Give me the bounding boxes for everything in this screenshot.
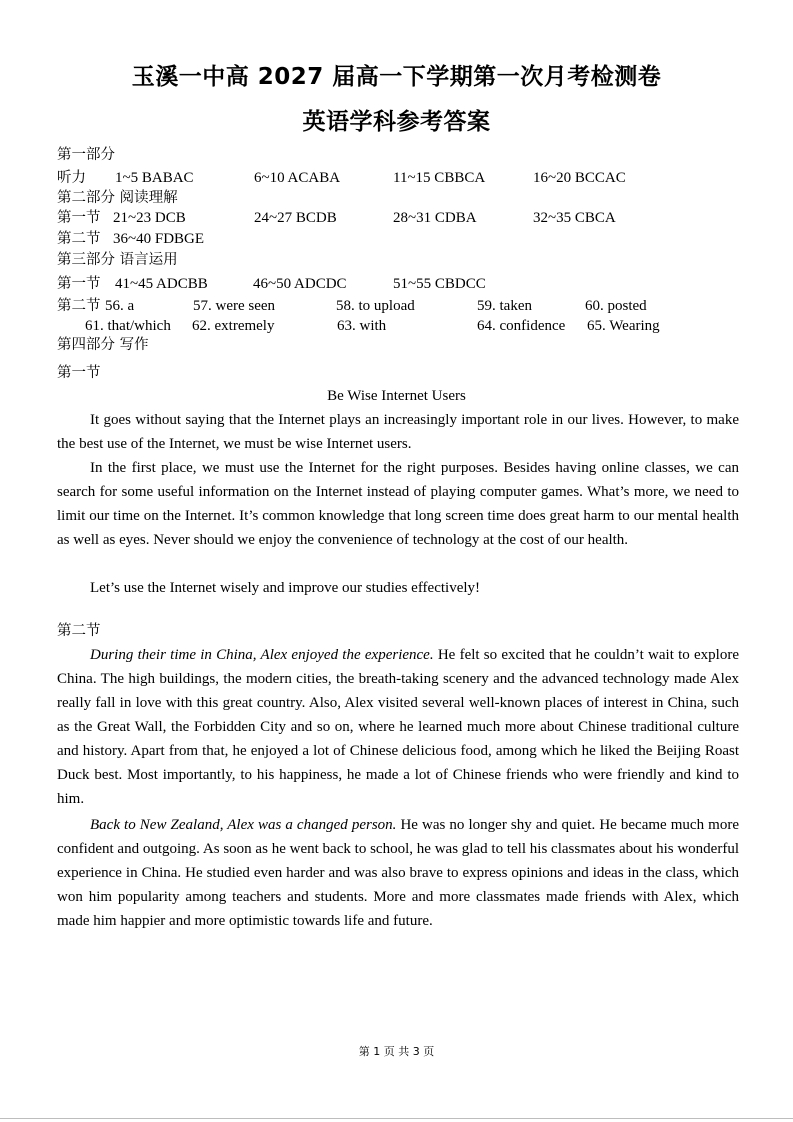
listening-answer-4: 16~20 BCCAC [533, 170, 626, 186]
story-paragraph-2 [57, 813, 739, 933]
reading-s1-answer-2: 24~27 BCDB [254, 210, 337, 226]
lang-s2-answer-58: 58. to upload [336, 298, 415, 314]
lang-s2-answer-61: 61. that/which [85, 318, 171, 334]
lang-s1-answer-3: 51~55 CBDCC [393, 276, 486, 292]
document-title: 玉溪一中高 2027 届高一下学期第一次月考检测卷 [131, 64, 662, 90]
page-number: 第 1 页 共 3 页 [358, 1045, 435, 1058]
lang-s2-answer-62: 62. extremely [192, 318, 275, 334]
story-paragraph-1-lead: During their time in China, Alex enjoyed the experience. [90, 647, 434, 663]
part3-heading: 第三部分 语言运用 [57, 252, 178, 268]
lang-s2-answer-57: 57. were seen [193, 298, 276, 314]
reading-s2-label: 第二节 [57, 231, 101, 247]
essay-paragraph-3: Let’s use the Internet wisely and improve our studies effectively! [90, 580, 481, 596]
story-paragraph-2-body: He was no longer shy and quiet. He became much more confident and outgoing. As soon as he went back to school, he was glad to tell his classmates about his wonderful experience in China. He studied even harder and was also brave to express opinions and ideas in the class, which won him popularity among teachers and students. More and more classmates made friends with Alex, which made him happier and more optimistic towards life and future. [57, 817, 739, 929]
listening-answer-3: 11~15 CBBCA [393, 170, 486, 186]
story-paragraph-1-body: He felt so excited that he couldn’t wait to explore China. The high buildings, the modern cities, the breath-taking scenery and the advanced technology made Alex really fall in love with this great country. Also, Alex visited several well-known places of interest in China, such as the Great Wall, the Forbidden City and so on, where he learned much more about Chinese traditional culture and history. Apart from that, he enjoyed a lot of Chinese delicious food, among which he liked the Beijing Roast Duck best. Most importantly, to his happiness, he made a lot of Chinese friends who were friendly and kind to him. [57, 647, 740, 807]
lang-s2-answer-64: 64. confidence [477, 318, 566, 334]
essay-title: Be Wise Internet Users [327, 388, 466, 404]
lang-s1-answer-2: 46~50 ADCDC [253, 276, 347, 292]
lang-s1-label: 第一节 [57, 276, 101, 292]
essay-paragraph-2: In the first place, we must use the Internet for the right purposes. Besides having online classes, we can search for some useful information on the Internet instead of playing computer games. What’s more, we need to limit our time on the Internet. It’s common knowledge that long screen time does great harm to our mental health as well as eyes. Never should we enjoy the convenience of technology at the cost of our health. [57, 460, 739, 548]
part1-heading: 第一部分 [57, 147, 115, 163]
lang-s2-answer-63: 63. with [337, 318, 387, 334]
listening-answer-1: 1~5 BABAC [115, 170, 194, 186]
listening-answer-2: 6~10 ACABA [254, 170, 341, 186]
writing-s1-label: 第一节 [57, 365, 101, 381]
reading-s1-answer-3: 28~31 CDBA [393, 210, 477, 226]
reading-s1-answer-1: 21~23 DCB [113, 210, 186, 226]
lang-s2-answer-65: 65. Wearing [587, 318, 660, 334]
story-paragraph-1 [57, 643, 739, 811]
story-paragraph-2-lead: Back to New Zealand, Alex was a changed person. [90, 817, 397, 833]
essay-paragraph-1: It goes without saying that the Internet plays an increasingly important role in our lives. However, to make the best use of the Internet, we must be wise Internet users. [57, 412, 739, 452]
lang-s2-answer-56: 56. a [105, 298, 135, 314]
lang-s1-answer-1: 41~45 ADCBB [115, 276, 208, 292]
reading-s1-label: 第一节 [57, 210, 101, 226]
listening-label: 听力 [57, 170, 86, 186]
lang-s2-answer-59: 59. taken [477, 298, 532, 314]
reading-s1-answer-4: 32~35 CBCA [533, 210, 616, 226]
part4-heading: 第四部分 写作 [57, 337, 149, 353]
part2-heading: 第二部分 阅读理解 [57, 190, 178, 206]
lang-s2-answer-60: 60. posted [585, 298, 647, 314]
reading-s2-answer: 36~40 FDBGE [113, 231, 205, 247]
lang-s2-label: 第二节 [57, 298, 101, 314]
writing-s2-label: 第二节 [57, 623, 101, 639]
document-subtitle: 英语学科参考答案 [302, 109, 491, 135]
bottom-rule [0, 1118, 793, 1119]
